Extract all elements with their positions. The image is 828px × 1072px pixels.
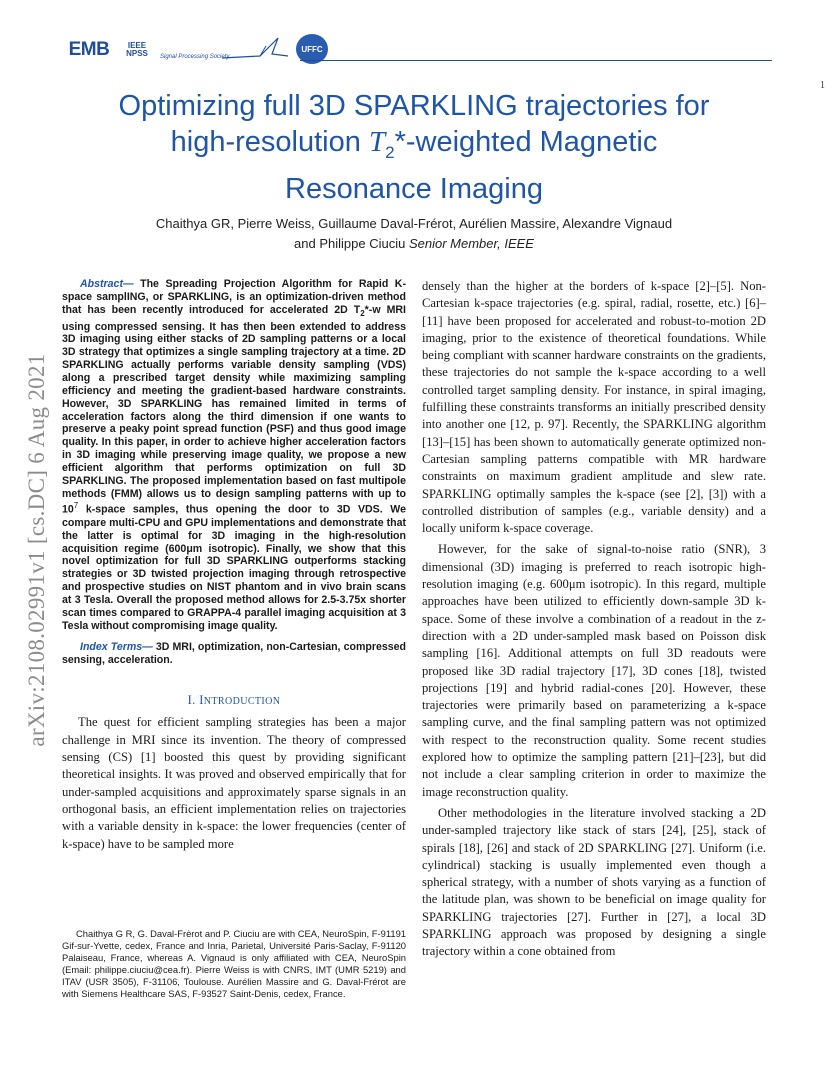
right-column <box>422 278 766 961</box>
intro-paragraph: The quest for efficient sampling strategies has been a major challenge in MRI since its invention. The theory of compressed sensing (CS) [1] boosted this quest by providing significant theoretical insights. It was proved and observed empirically that for under-sampled acquisitions and approximately sparse signals in an orthogonal basis, an efficient implementation relies on trajectories with a variable density in k-space: the lower frequencies (center of k-space) have to be sampled more <box>62 715 406 851</box>
affiliation-footnote: Chaithya G R, G. Daval-Frèrot and P. Ciuciu are with CEA, NeuroSpin, F-91191 Gif-sur-Yvette, cedex, France and Inria, Parietal, Université Paris-Saclay, F-91120 Palaiseau, France, whereas A. Vignaud is only affiliated with CEA, NeuroSpin (Email: philippe.ciuciu@cea.fr). Pierre Weiss is with CNRS, IMT (UMR 5219) and ITAV (USR 3505), F-31106, Toulouse. Aurélien Massire and G. Daval-Frérot are with Siemens Healthcare SAS, F-93527 Saint-Denis, cedex, France. <box>62 928 406 999</box>
index-terms-label: Index Terms— <box>80 641 153 654</box>
author-line-2: and Philippe Ciuciu Senior Member, IEEE <box>294 236 534 251</box>
arxiv-stamp: arXiv:2108.02991v1 [cs.DC] 6 Aug 2021 <box>24 353 49 747</box>
sps-swoosh-icon <box>220 36 290 62</box>
abstract-label: Abstract— <box>80 278 134 290</box>
body-paragraph: densely than the higher at the borders of k-space [2]–[5]. Non-Cartesian k-space trajectories (e.g. spiral, radial, rosette, etc.) [6]–[11] have been proposed for accelerated and robust-to-motion 2D imaging, prior to the existence of theoretical foundations. While being compliant with scanner hardware constraints on the gradients, these trajectories do not sample the k-space according to a well controlled target sampling density. For instance, in spiral imaging, fulfilling these constraints transforms an initially prescribed density into another one [12, p. 97]. Recently, the SPARKLING algorithm [13]–[15] has been shown to automatically generate optimized non-Cartesian sampling patterns compatible with MR hardware constraints on maximum gradient amplitude and slew rate. SPARKLING optimally samples the k-space (see [2], [3]) with a controlled distribution of samples (e.g., variable density) and a locally uniform k-space coverage. <box>422 279 766 536</box>
sps-logo-text: Signal Processing Society <box>160 54 230 60</box>
journal-header <box>62 34 825 91</box>
author-line-1: Chaithya GR, Pierre Weiss, Guillaume Daval-Frérot, Aurélien Massire, Alexandre Vignaud <box>155 216 673 231</box>
title-line-1: Optimizing full 3D SPARKLING trajectories for <box>118 90 710 122</box>
author-role: Senior Member, IEEE <box>408 236 534 251</box>
header-rule <box>300 60 772 61</box>
title-line-2: high-resolution $T_2*$-weighted Magnetic <box>170 126 658 162</box>
title-math-t: T <box>368 126 386 158</box>
emb-logo: EMB <box>68 39 110 60</box>
abstract: Abstract— The Spreading Projection Algorithm for Rapid K-space samplING, or SPARKLING, is an optimization-driven method that has been recently introduced for accelerated 2D $T_2*-w$ MRI using compressed sensing. It has then been extended to address 3D imaging using either stacks of 2D sampling patterns or a local 3D strategy that optimizes a single sampling trajectory at a time. 2D SPARKLING actually performs variable density sampling (VDS) along a prescribed target density while maximizing sampling efficiency and meeting the gradient-based hardware constraints. However, 3D SPARKLING has remained limited in terms of acceleration factors along the third dimension if one wants to preserve a peaky point spread function (PSF) and thus good image quality. In this paper, in order to achieve higher acceleration factors in 3D imaging while preserving image quality, we propose a new efficient algorithm that performs optimization on full 3D SPARKLING. The proposed implementation based on fast multipole methods (FMM) allows us to design sampling patterns with up to $10^7$ k-space samples, thus opening the door to 3D VDS. We compare multi-CPU and GPU implementations and demonstrate that the latter is optimal for 3D imaging in the high-resolution acquisition regime (600μm isotropic). Finally, we show that this novel optimization for full 3D SPARKLING outperforms stacking strategies or 3D twisted projection imaging through retrospective and prospective studies on NIST phantom and in vivo brain scans at 3 Tesla. Overall the proposed method allows for 2.5-3.75x shorter scan times compared to GRAPPA-4 parallel imaging acquisition at 3 Tesla without compromising image quality. <box>62 278 406 632</box>
body-paragraph: Other methodologies in the literature involved stacking a 2D under-sampled trajectory like stack of stars [24], [25], stack of spirals [18], [26] and stack of 2D SPARKLING [27]. Uniform (i.e. cylindrical) stacking is usually implemented even though a spherical strategy, with a number of shots varying as a function of the latitude plan, was shown to be beneficial on image quality for SPARKLING trajectories [27]. Further in [27], a local 3D SPARKLING approach was proposed by designing a single trajectory within a cone obtained from <box>422 805 766 959</box>
uffc-logo: UFFC <box>296 34 328 64</box>
left-column <box>62 278 406 853</box>
npss-logo-text: NPSS <box>126 49 148 58</box>
body-paragraph: However, for the sake of signal-to-noise ratio (SNR), 3 dimensional (3D) imaging is preferred to reach isotropic high-resolution imaging (e.g. 600μm isotropic). In this regard, multiple approaches have been utilized to efficiently down-sample 3D k-space. Some of these involve a combination of a readout in the z-direction with a 2D under-sampled mask based on Poisson disk sampling [16]. Additional attempts on full 3D readouts were proposed like 3D radial trajectory [17], 3D cones [18], twisted projections [19] and hybrid radial-cones [20]. However, these trajectories were primarily based on parameterizing a k-space sampling curve, and the final sampling pattern was not optimized with respect to the reconstruction quality. Some recent studies explored how to optimize the sampling pattern [21]–[23], but did not include a clear sampling criterion in order to maximize the image reconstruction quality. <box>422 542 766 799</box>
section-heading-introduction: I. INTRODUCTION <box>187 693 281 708</box>
paper-title <box>60 88 768 207</box>
ieee-logo-text: IEEE <box>127 41 147 50</box>
title-math-sub: 2 <box>385 142 395 162</box>
title-line-3: Resonance Imaging <box>285 172 543 205</box>
page-number: 1 <box>820 80 825 91</box>
index-terms: Index Terms— 3D MRI, optimization, non-Cartesian, compressed sensing, acceleration. <box>62 641 407 667</box>
author-list <box>60 214 768 254</box>
ieee-npss-logo <box>118 36 156 64</box>
